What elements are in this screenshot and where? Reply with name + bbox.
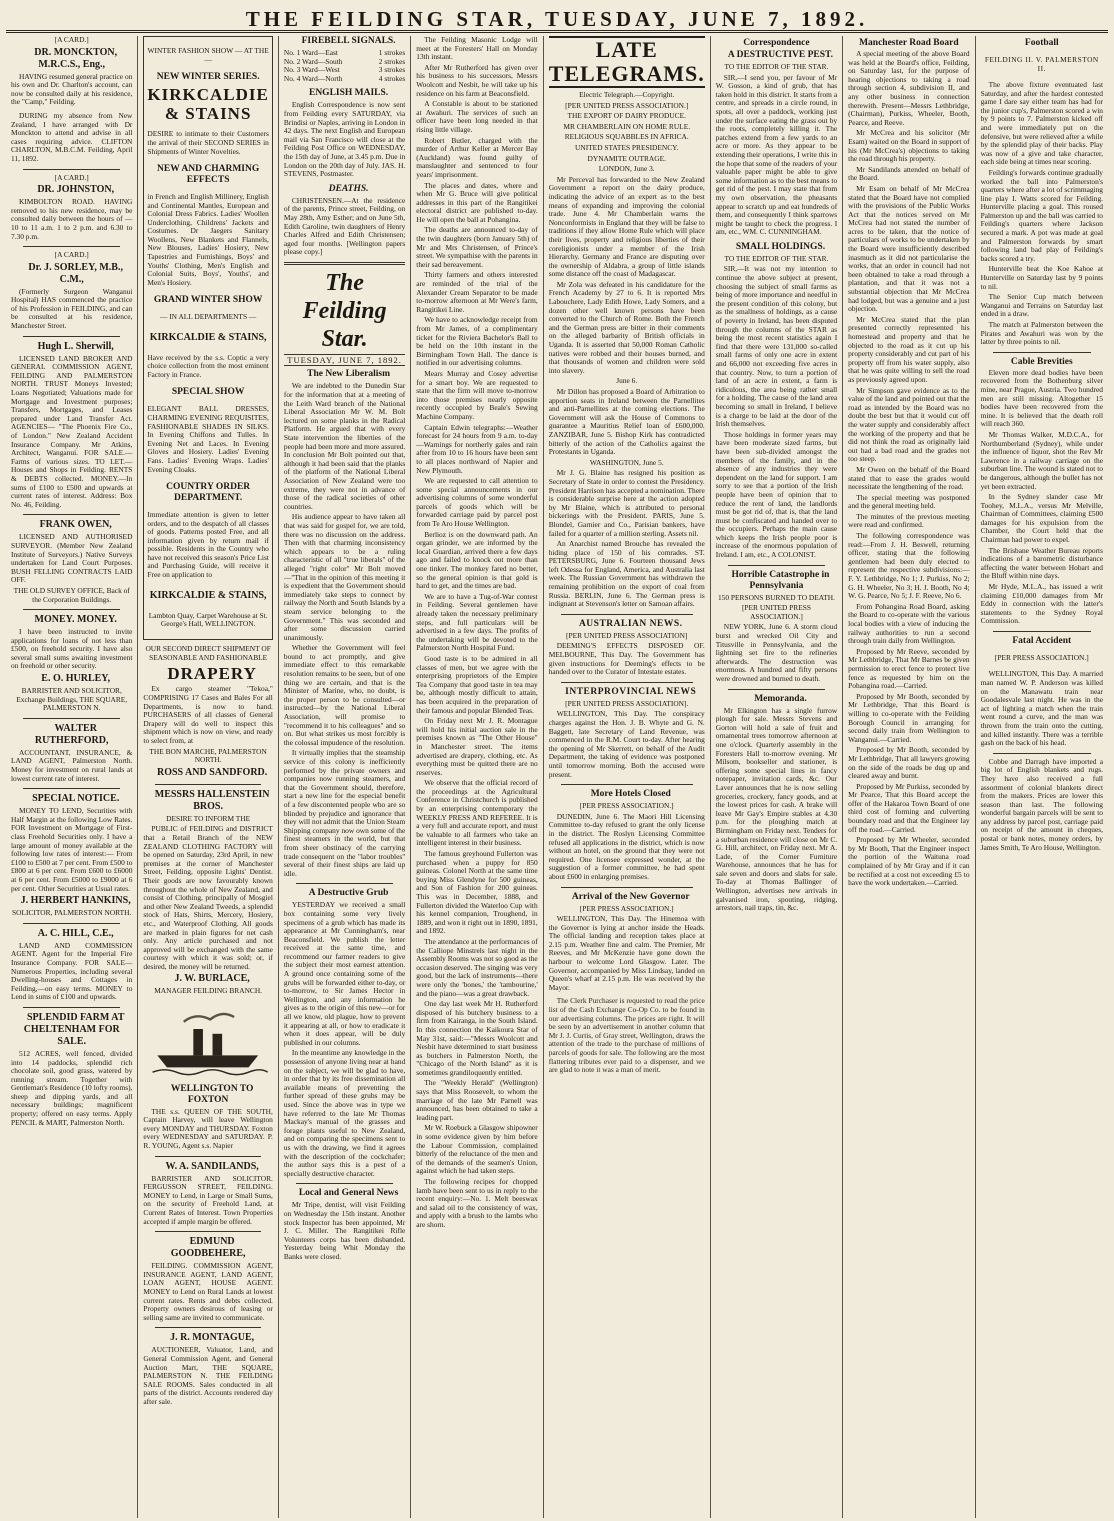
fatal-head: Fatal Accident <box>1012 636 1072 646</box>
telegram-sub: UNITED STATES PRESIDENCY. <box>575 142 679 152</box>
board-report <box>848 50 969 888</box>
news-item: We observe that the official record of the proceedings at the Agricultural Conference in Christchurch is published by an enterprising contemporary the WEEKLY PRESS AND REFEREE. It is a very full and accurate report, and must be valuable to all farmers who take an intelligent interest in their business. <box>416 778 538 848</box>
section-head: FIREBELL SIGNALS. <box>301 36 396 46</box>
divider <box>23 169 120 170</box>
letter-body: SIR,—I send you, per favour of Mr W. Gosson, a kind of grub, that has taken hold in this district. It starts from a centre, and spreads in a circle round, in spots, all over a paddock, working just under the surface eating the grass out by the roots, completely killing it. The patches extend from a few yards to an acre or more. As they appear to be extending their operations, I write this in the hope that some of the readers of your valuable paper might be able to give some information as to the best means to get rid of the pest. I may state that from my own observation, the pheasants appear to scratch up and eat hundreds of them, and consequently I think sparrows might be taught to check the progress. I am, etc., WM. C. CUNNINGHAM. <box>715 72 838 237</box>
firebell-signals <box>284 36 405 83</box>
card-body: HAVING resumed general practice on his own and Dr. Charlton's account, can now be consulted daily at his residence, the "Camp," Feilding. <box>11 71 133 107</box>
article-head: Horrible Catastrophe in Pennsylvania <box>731 569 830 591</box>
football-para: The match at Palmerston between the Pirates and Awahuri was won by the latter by three points to nil. <box>980 320 1103 347</box>
ad-name: Hugh L. Sherwill, <box>37 340 114 352</box>
news-item: Mr W. Roebuck a Glasgow shipowner in some evidence given by him before the Labour Commission, complained bitterly of the reluctance of the men and of the demands of the seamen's Union, against which he had taken steps. <box>416 1123 538 1176</box>
ad-head: SPLENDID FARM AT CHELTENHAM FOR SALE. <box>23 1011 125 1047</box>
divider <box>23 1007 120 1008</box>
card-sorley <box>11 251 132 331</box>
ad-sub: DESIRE TO INFORM THE <box>166 813 251 823</box>
ad-brand: MESSRS HALLENSTEIN BROS. <box>154 788 270 812</box>
column-8 <box>976 36 1108 1518</box>
columns <box>6 36 1108 1518</box>
article-para: YESTERDAY we received a small box containing some very lively specimens of a grub which has made its appearance at Mr Cunningham's, near Beaconsfield. We publish the letter received at the same time, and recommend our farmer readers to give the subject their most earnest attention. A ground once containing some of the grubs will be forwarded either to-day, or to-morrow, to Sir James Hector in Wellington, and any information he gives as to the origin of this new—or for all we know, old plague, how to prevent it appearing at all, or how to eradicate it when it does appear, will be duly published in our columns. <box>283 900 406 1047</box>
ad-address: THE BON MARCHE, PALMERSTON NORTH. <box>149 746 267 765</box>
card-name: DR. JOHNSTON, <box>37 184 115 196</box>
ad-brand: KIRKCALDIE & STAINS, <box>149 331 267 343</box>
card-tag: [A CARD.] <box>54 35 89 44</box>
ad-body: LICENSED LAND BROKER AND GENERAL COMMISSION AGENT, FEILDING AND PALMERSTON NORTH. TRUST Moneys Invested; Loans Negotiated; Valuations made for Mortgage and Investment purposes; Transfers, Mortgages, and Leases prepared under Land Transfer Act. AGENCIES— "The Phoenix Fire Co., of London." New Zealand Accident Insurance Company. Mr Atkins, Architect, Wanganui. FOR SALE.—Farms of various sizes. TO LET.—Houses and Shops in Feilding. RENTS & DEBTS collected. MONEY.—In sums of £100 to £500 and upwards at current rates of interest. Address: Box No. 46, Feilding. <box>11 353 133 509</box>
news-item: Mears Murray and Cosey advertise for a smart boy. We are requested to state that the firm will move to-morrow into those premises nearly opposite recently occupied by Beale's Sewing Machine Company. <box>416 368 538 421</box>
cable-para: Mr Hyde, M.L.A., has issued a writ claiming £10,000 damages from Mr Eddy in connection with the latter's statements to the Sydney Royal Commission. <box>980 582 1103 626</box>
ad-sub: NEW WINTER SERIES. <box>156 71 260 82</box>
ad-brand: KIRKCALDIE & STAINS <box>147 84 269 123</box>
section-head: More Hotels Closed <box>590 789 671 800</box>
section-body: CHRISTENSEN.—At the residence of the parents, Prince street, Feilding, on May 28th, Amy Esther; and on June 5th, Edith Caroline, twin daughters of Henry Charles Alfred and Edith Christensen; aged four months. [Wellington papers please copy.] <box>283 195 406 257</box>
signals-table <box>284 49 405 83</box>
board-para: Proposed by Mr Wheeler, seconded by Mr Booth, That the Engineer inspect the portion of the Waituna road complained of by Mr Gray and if it can be rectified at a cost not exceeding £5 to have the work undertaken.—Carried. <box>848 835 970 888</box>
divider <box>993 352 1091 353</box>
telegram-sub: LONDON, June 3. <box>598 164 655 174</box>
editorial-para: His audience appear to have taken all that was said for gospel for, we are told, there was no discussion on the address. Then with that charming inconsistency which appears to be a ruling characteristic of all "true liberals" of the alleged "right color" Mr Bolt moved—"That in the opinion of this meeting it is expedient that the Government should immediately take steps to connect by railway the North and South Islands by a steam service belonging to the Government." This was seconded and after some discussion carried unanimously. <box>283 512 406 642</box>
news-item: The deaths are announced to-day of the twin daughters (born January 5th) of Mr and Mrs Christensen, of Prince's street. We sympathise with the parents in their sad bereavement. <box>416 225 538 269</box>
card-johnston <box>11 174 132 242</box>
divider <box>296 1183 393 1184</box>
news-item: The Feilding Masonic Lodge will meet at the Foresters' Hall on Monday 13th instant. <box>416 35 538 62</box>
ad-address: THE OLD SURVEY OFFICE, Back of the Corporation Buildings. <box>13 585 130 604</box>
telegram-body: Mr J. G. Blaine has resigned his position as Secretary of State in order to contest the Presidency. President Harrison has accepted a nomination. There is considerable surprise here at the action adopted by Mr Blaine, which is attributed to personal bickerings with the President. PARIS, June 5. Blondel, Garnier and Co., Parisian bankers, have failed for a quarter of a million sterling. Assets nil. <box>548 468 705 538</box>
editorial-para: Whether the Government will feel bound to act promptly, and give immediate effect to this remarkable resolution remains to be seen, but of one thing we are certain, and that is the Minister of Marine, who, no doubt, is the proper person to be consulted—or instructed—by the National Liberal Association, will promise to "recommend it to his colleagues" and so on. But what strikes us most forcibly is the colossal impudence of the resolution. <box>283 643 406 747</box>
card-monckton <box>11 36 132 107</box>
football-para: Hunterville beat the Koe Kahoe at Hunterville on Saturday last by 9 points to nil. <box>980 264 1103 291</box>
ad-body: BARRISTER AND SOLICITOR. FERGUSSON STREET, FEILDING. MONEY to Lend, in Large or Small Sums, on the security of Freehold Land, at Current Rates of Interest. Town Properties accepted if ample margin be offered. <box>143 1173 273 1226</box>
article-para: In the meantime any knowledge in the possession of anyone living near at hand on the subject, we will be glad to have, in order that by its free dissemination all available means of preventing the further spread of these grubs may be used. Since the above was in type we have referred to the late Mr Thomas Mackay's manual of the grasses and forage plants useful to New Zealand, and on comparing the specimens sent to us with the drawing, we find it agrees with the description of the cockchafer; the author says this is a pest of a specially destructive character. <box>283 1048 406 1178</box>
news-item: The "Weekly Herald" (Wellington) says that Miss Roosevelt, to whom the marriage of the late Mr Parnell was announced, has been obtained to take a leading part. <box>416 1078 538 1122</box>
divider <box>561 784 693 785</box>
news-item: Captain Edwin telegraphs:—Weather forecast for 24 hours from 9 a.m. to-day—Warnings for northerly gales and rain after from 10 to 16 hours have been sent to all places northward of Napier and New Plymouth. <box>416 422 538 475</box>
divider <box>993 753 1091 754</box>
football-para: The above fixture eventuated last Saturday, and after the hardest contested game I dare say either team has had for the junior cup's, Palmerston scored a win by 9 points to 7. Palmerston kicked off and were immediately put on the defensive, but were relieved after a while by the splendid play of their backs. Play was now of a give and take character, each side being at times near scoring. <box>980 79 1103 167</box>
news-item: Berlioz is on the downward path. An organ grinder, we are informed by the local Guardian, arrived there a few days ago and failed to knock out more than one tinker. The monkey fared no better, so the general opinion is that gold is hard to get, and the times are bad. <box>416 529 538 591</box>
ad-rutherford <box>11 723 132 783</box>
section-sub: [PER PRESS ASSOCIATION.] <box>579 903 674 913</box>
divider <box>155 1156 260 1157</box>
new-governor <box>549 892 705 993</box>
interprovincial-news <box>549 687 705 779</box>
column-4 <box>411 36 543 1518</box>
ad-name: FRANK OWEN, <box>39 519 112 531</box>
news-paragraphs <box>416 36 537 1230</box>
strokes-cell: 1 strokes <box>378 48 406 57</box>
column-7 <box>843 36 975 1518</box>
board-para: Mr McCrea and his solicitor (Mr Esam) waited on the Board in support of his (Mr McCrea's) objections to taking the road through his property. <box>848 128 970 164</box>
cable-para: In the Sydney slander case Mr Toohey, M.L.A., versus Mr Melville, Chairman of Committees, claiming £500 damages for his expulsion from the Chamber, the Court held that the Chairman had power to expel. <box>980 492 1103 545</box>
news-item: The places and dates, where and when Mr G. Bruce will give political addresses in this part of the Rangitikei electoral district are published to-day. He will open the ball at Pohangina. <box>416 180 538 224</box>
ward-cell: No. 1 Ward—East <box>283 48 338 57</box>
ad-body: LICENSED AND AUTHORISED SURVEYOR. (Member New Zealand Institute of Surveyors.) Native Surveys undertaken for Land Court Purposes. BUSH FELLING CONTRACTS LAID OFF. <box>11 532 133 585</box>
ad-montague <box>143 1332 272 1406</box>
ad-body: BARRISTER AND SOLICITOR, Exchange Buildings, THE SQUARE, PALMERSTON N. <box>16 686 128 713</box>
ad-name: EDMUND GOODBEHERE, <box>170 1236 246 1260</box>
fatal-para: WELLINGTON, This Day. A married man named W. P. Anderson was killed on the Manawatu train near Goodalesvale last night. He was in the act of lighting a match when the train went round a curve, and the man was thrown from the train onto the cutting, and killed instantly. There was a terrible gash on the back of his head. <box>980 669 1103 748</box>
divider <box>728 565 825 566</box>
ad-body: Immediate attention is given to letter orders, and to the despatch of all classes of goods. Patterns posted Free, and all information given by return mail if possible. Residents in the Country who have not received this season's Price List and Purchasing Guide, will receive it Free on application to <box>147 509 269 580</box>
divider <box>561 682 693 683</box>
ad-owen <box>11 519 132 604</box>
ad-name: A. C. HILL, C.E., <box>37 927 114 939</box>
column-2 <box>138 36 278 1518</box>
ward-cell: No. 2 Ward—South <box>283 56 343 66</box>
telegram-sub: WASHINGTON, June 5. <box>589 457 664 467</box>
letter-sub: TO THE EDITOR OF THE STAR. <box>724 253 829 263</box>
board-para: The following correspondence was read:—From J. H. Beswell, returning officer, stating that the following gentlemen had been duly elected to represent the respective subdivisions:—F. Y. Lethbridge, No 1; J. Purkiss, No 2; G. H. Wheeler, No 3; H. J. Booth, No 4; W. G. Pearce, No 5; J. F. Reeve, No 6. <box>848 531 970 601</box>
telegram-body: An Anarchist named Brouche has revealed the hiding place of 150 of his comrades. ST. PETERSBURG, June 6. Fourteen thousand Jews left Odessa for England, America, and Australia last week. The Russian Government has withdrawn the remaining prohibition on the export of coal from Russia. BERLIN, June 6. The German press is indignant at Stevenson's letter on Samoan affairs. <box>548 539 705 609</box>
ad-body: DESIRE to intimate to their Customers the arrival of their SECOND SERIES in Shipments of Winter Novelties. <box>147 129 269 156</box>
ad-body: ACCOUNTANT, INSURANCE, & LAND AGENT, Palmerston North. Money for investment on rural lands at lowest current rate of interest. <box>11 747 133 783</box>
table-row <box>284 75 405 84</box>
trade-para: Cobbe and Darragh have imported a big lot of English blankets and rugs. They have also received a full assortment of colonial blankets direct from the makers. Prices are lower this season than last. The following wonderful bargain parcels will be sent to any address by parcel post, carriage paid on receipt of the amount in cheques, postal or bank notes, money orders, by James Smith, Te Aro House, Wellington. <box>980 756 1103 852</box>
article-grub <box>284 888 405 1178</box>
news-item: We have to acknowledge receipt from from Mr James, of a complimentary ticket for the Riviera Bachelor's Ball to be held on the 10th instant in the Birmingham Town Hall. The dance is notified in our advertising columns. <box>416 315 538 368</box>
section-body: DUNEDIN, June 6. The Maori Hill Licensing Committee to-day refused to grant the only license in the district. The Roslyn Licensing Committee refused all applications in the district, which is now without an hotel, on the ground that they were not required. One licensee expressed wonder, at the suggestion of a former committee, he had spent about £600 in enlarging premises. <box>548 811 705 881</box>
masthead-title: THE FEILDING STAR, TUESDAY, JUNE 7, 1892. <box>245 7 869 31</box>
correspondence-head: Correspondence <box>743 38 810 48</box>
divider <box>561 614 693 615</box>
cable-head: Cable Brevities <box>1010 356 1073 367</box>
ad-pre: OUR SECOND DIRECT SHIPMENT OF SEASONABLE AND FASHIONABLE <box>145 644 271 662</box>
board-para: Mr Sandilands attended on behalf of the Board. <box>848 164 970 183</box>
card-tag: [A CARD.] <box>54 250 89 260</box>
letter-sub: TO THE EDITOR OF THE STAR. <box>724 62 829 71</box>
news-item: The famous greyhound Fullerton was purchased when a puppy for 850 guineas. Colonel North at the same time buying Miss Glendyne for 500 guineas, and Son of Fashion for 200 guineas. This was in December, 1888, and Fullerton divided the Waterloo Cup with his kennel companion, Troughend, in 1889, and won it right out in 1890, 1891, and 1892. <box>416 849 538 936</box>
news-item: The attendance at the performances of the Calliope Minstrels last night in the Assembly Rooms was not so good as the occasion deserved. The singing was very good, but the lack of instruments—there were only the 'bones,' the 'tambourine,' and the piano—was a great drawback. <box>416 936 538 998</box>
ad-body: in French and English Millinery, English and Continental Mantles, European and Colonial Dress Fabrics. Ladies' Woollen Underclothing, Childrens' Jackets and Costumes. Dr Jaegers Sanitary Woollens, New Blankets and Flannels, New Blouses, Ladies' Hosiery, New Tapestries and Furnishings, Boys' and Youths' Clothing, Men's English and Colonial Suits, Boys', Youths', and Men's Hosiery. <box>147 191 269 287</box>
local-news <box>284 1188 405 1261</box>
board-head: Manchester Road Board <box>859 38 959 48</box>
divider <box>23 923 120 924</box>
ad-head: MONEY. MONEY. <box>34 614 117 626</box>
divider <box>296 883 393 884</box>
ad-body: SOLICITOR, PALMERSTON NORTH. <box>12 908 132 918</box>
letter-pest <box>716 50 837 237</box>
news-item: Good taste is to be admired in all classes of men, but we agree with the enterprising proprietors of the Empire Tea Company that good taste in tea may be, although mostly difficult to attain, has been acquired in the preparation of their famous and popular Blended Teas. <box>416 653 538 715</box>
ad-special-notice <box>11 793 132 918</box>
section-sub: [PER UNITED PRESS ASSOCIATION] <box>566 630 688 640</box>
ad-sandilands <box>143 1161 272 1227</box>
ad-body: ELEGANT BALL DRESSES, CHARMING EVENING REQUISITES, FASHIONABLE SHADES IN SILKS. In Evening Chiffons and Tulles. In Evening Net and Laces. In Evening Gloves and Hosiery. Ladies' Evening Fans. Ladies' Evening Wraps. Ladies' Evening Cloaks. <box>147 404 269 474</box>
paper-dateline: TUESDAY, JUNE 7, 1892. <box>284 354 405 367</box>
ad-body: 512 ACRES, well fenced, divided into 14 paddocks, splendid rich chocolate soil, good grass, watered by running stream. Together with Gentleman's Residence (10 lofty rooms), sheep and dipping yards, and all necessary buildings; magnificent property; offered on easy terms. Apply PENCIL & MART, Palmerston North. <box>11 1048 133 1127</box>
column-1 <box>6 36 138 1518</box>
section-head: INTERPROVINCIAL NEWS <box>565 686 697 697</box>
telegram-sub: MR CHAMBERLAIN ON HOME RULE. <box>563 121 691 131</box>
divider <box>993 631 1091 632</box>
ad-head: GRAND WINTER SHOW <box>153 294 263 305</box>
ad-head: SPECIAL NOTICE. <box>32 793 120 805</box>
section-body: The Clerk Purchaser is requested to read the price list of the Cash Exchange Co-Op Co. to be found in our advertising columns. The prices are right. It will be seen by an advertisement in another column that Mr J. J. Curtis, of Gray street, Wellington, draws the attention of the trade to the purchase of millions of parcels of goods for sale. The following are the most flattering tributes ever paid to a dispenser, and we are glad to note it was a man of merit. <box>548 996 705 1075</box>
cable-para: The Brisbane Weather Bureau reports indications of a barometric disturbance affecting the water between Hobart and the Bluff within nine days. <box>980 545 1103 581</box>
ad-body: THE s.s. QUEEN OF THE SOUTH, Captain Harvey, will leave Wellington every MONDAY and THURSDAY. Foxton every WEDNESDAY and SATURDAY. P. R. YOUNG, Agent s.s. Napier <box>143 1106 273 1151</box>
section-head: AUSTRALIAN NEWS. <box>578 618 683 629</box>
article-head: Local and General News <box>298 1188 399 1199</box>
card-body: (Formerly Surgeon Wanganui Hospital) HAS commenced the practice of his Profession in FEILDING, and can be consulted at his residence, Manchester Street. <box>11 286 133 331</box>
section-body: English Correspondence is now sent from Feilding every SATURDAY, via Brindisi or Naples, arriving in London in 42 days. The next English and European mail via San Francisco will close at the Feilding Post Office on WEDNESDAY, the 15th day of June, at 3.45 p.m. Due in London on the 20th day of July. JAS. H. STEVENS, Postmaster. <box>283 100 406 179</box>
divider <box>23 788 120 789</box>
card-name: DR. MONCKTON, M.R.C.S., Eng., <box>34 46 118 70</box>
ad-body: Ex cargo steamer "Tekoa," COMPRISING 17 Cases and Bales For all Departments, is now to hand. PURCHASERS of all classes of General Drapery will do well to inspect this shipment which is now on view, and ready to select from, at <box>143 684 273 745</box>
editorial-para: It virtually implies that the steamship service of this colony is inefficiently performed by the private owners and companies now running steamers, and that the Government should, therefore, start a new line for the especial benefit of a few discontented people who are so blinded by prejudice and ignorance that they will not admit that the Union Steam Shipping company now own some of the finest steamers in the world, but that from sheer obstinacy of the carrying trade consequent on the "labor troubles" several of their finest ships are laid up idle. <box>283 748 406 878</box>
cable-para: Eleven more dead bodies have been recovered from the Bothenburg silver mine, near Prague, Austria. Two hundred men are still missing. Altogether 15 bodies have been recovered from the mine. It is believed that the death roll will reach 360. <box>980 367 1103 429</box>
section-sub: [PER UNITED PRESS ASSOCIATION]. <box>565 698 689 708</box>
section-head: ENGLISH MAILS. <box>308 88 389 99</box>
card-body: DURING my absence from New Zealand, I have arranged with Dr Monckton to attend and advise in all cases requiring advice. CLIFTON CHARLTON, M.B.C.M. Feilding, April 11, 1892. <box>11 110 133 163</box>
ad-body: AUCTIONEER, Valuator, Land, and General Commission Agent, and General Auction Mart, THE SQUARE, PALMERSTON N. THE FEILDING SALE ROOMS. Sales conducted in all parts of the district. Accounts rendered day after sale. <box>143 1345 273 1406</box>
ad-head: DRAPERY <box>167 664 257 684</box>
ad-goodbehere <box>143 1236 272 1322</box>
divider <box>23 246 120 247</box>
ad-head: COUNTRY ORDER DEPARTMENT. <box>166 481 251 503</box>
telegram-sub: June 6. <box>616 376 638 386</box>
section-head: DEATHS. <box>328 183 369 194</box>
board-para: Proposed by Mr Booth, seconded by Mr Lethbridge, That all lawyers growing on the side of the roads be dug up and cleared away and burnt. <box>848 745 970 781</box>
article-head: Memoranda. <box>754 693 807 704</box>
news-item: On Friday next Mr J. R. Montague will hold his initial auction sale in the premises known as "The Other House" in Manchester street. The items advertised are drapery, clothing, etc. As everything must be quitted there are no reserves. <box>416 716 538 777</box>
ad-name: J. W. BURLACE, <box>174 973 250 985</box>
ad-name: J. HERBERT HANKINS, <box>20 895 131 907</box>
section-body: WELLINGTON, This Day. The Hinemoa with the Governor is lying at anchor inside the Heads. The official landing and reception takes place at 2.15 p.m. Weather fine and calm. The Premier, Mr Reeves, and Mr McKenzie have gone down the harbour to welcome Lord Glasgow. Later. The Governor, accompanied by Miss Lindsay, landed on Queen's wharf at 2.15 p.m. He was received by the Mayor. <box>548 914 705 992</box>
ward-cell: No. 3 Ward—West <box>283 65 340 75</box>
steamer-ornament-icon <box>143 1005 272 1077</box>
telegram-body: Mr Zola was defeated in his candidature for the French Academy by 27 to 6. It is reported Mrs Labouchere, Lady Edith Howe, Lady Somers, and a dozen other well known persons have been converted to the Church of Rome. Both the French and the German press are bitter in their comments on the alleged barbarity of British officials in Uganda. It is asserted that 50,000 Roman Catholic natives were robbed and their houses burned, and that thousands of women and children were sold into slavery. <box>548 279 705 375</box>
letter-body: Those holdings in former years may have been moderate sized farms, but have been sub-divided amongst the members of the family, and in the absence of any industries they were dependent on the land for support. I am sorry to see that a portion of the Irish people have been of opinion that to reduce the rent of land, the landlords must be got rid of, that is, that the land must be confiscated and handed over to the occupiers. Perhaps the main cause which keeps the Irish people poor is increase of the enormous population of Ireland. I am, etc., A COLONIST. <box>715 429 838 560</box>
masthead <box>6 4 1108 33</box>
card-name: Dr. J. SORLEY, M.B., C.M., <box>28 261 123 285</box>
ad-money <box>11 614 132 713</box>
article-tag: [PER UNITED PRESS ASSOCIATION.] <box>741 603 811 621</box>
board-para: Mr Owen on the behalf of the Board stated that to ease the grades would necessitate the lengthening of the road. <box>848 464 970 492</box>
football-report <box>981 81 1103 347</box>
news-item: Robert Butler, charged with the murder of Arthur Keller at Mercer Bay (Auckland) was found guilty of manslaughter and sentenced to four years' imprisonment. <box>416 135 538 179</box>
news-item: We are requested to call attention to some special announcements in our advertising columns of some wonderful parcels of goods which will be forwarded carriage paid by parcel post from Te Aro House Wellington. <box>416 476 538 529</box>
article-para: Mr Tripe, dentist, will visit Feilding on Wednesday the 15th instant. Another stock Inspector has been appointed, Mr J. C. Miller. The Rangitikei Rifle Volunteers corps has been disbanded. Yesterday being Whit Monday the Banks were closed. <box>283 1200 406 1261</box>
ad-head: WELLINGTON TO FOXTON <box>170 1083 254 1105</box>
telegram-group <box>549 91 705 609</box>
divider <box>23 609 120 610</box>
article-body: Mr Elkington has a single furrow plough for sale. Messrs Stevens and Gorton will hold a sale of fruit and ornamental trees tomorrow afternoon at one o'clock. Quarterly assembly in the Foresters Hall to-morrow evening. Mr Milsom, bookseller and stationer, is offering some special lines in fancy notepaper, invitation cards, &c. Our Laver announces that he is now selling groceries, crockery, fancy goods, and at the lowest prices for cash. A brake will leave Mr Gay's Empire stables at 4.30 p.m. for the ploughing match at Birmingham on Friday next. Tenders for a suburban residence will close on Mr C. G. Hill, architect, on Friday next. Mr A. Lade, of the Corner Furniture Warehouse, announces that he has for sale seven and doors and slabs for sale. To-day at Thomas Ballinger of Wellington, advertises new arrivals in galvanised iron, spouting, ridging, arrestors, nail traps, tin, &c. <box>715 705 838 913</box>
section-body: DEEMING'S EFFECTS DISPOSED OF. MELBOURNE, This Day. The Government has given instructions for Deeming's effects to be handed over to the Curator of Intestate estates. <box>548 641 705 677</box>
divider <box>23 336 120 337</box>
ad-head: WINTER FASHION SHOW — AT THE — <box>147 46 269 64</box>
ad-drapery <box>143 645 272 779</box>
ad-sub: MANAGER FEILDING BRANCH. <box>154 986 263 996</box>
board-para: Mr Esam on behalf of Mr McCrea stated that the Board have not complied with the provisions of the Public Works Act that the notices served on Mr McCrea had not stated the number of acres to be taken, that the notice of particulars of works to be undertaken by the Board were insufficiently described inasmuch as it did not particularise the works, that an order in council had not been obtained to take a road through a plantation, and that it was not a substantial objection that Mr McCrea had lodged, but was a genuine and a just objection. <box>848 183 970 314</box>
news-item: After Mr Rutherford has given over his business to his successors, Messrs Woolcott and Nesbit, he will take up his residence on his farm at Beaconsfield. <box>416 62 538 98</box>
divider <box>284 262 405 265</box>
football-para: Feilding's forwards continue gradually worked the ball into Palmerston's quarters where after a lot of scrimmaging line play I. Watts scored for Feilding. Hunterville placing a goal. This roused Palmerston up and the ball was carried to Feilding's quarters where Jackson secured a mark. A pot was made at goal and Palmerston forwards by smart following land bad play of Feilding's backs scored a try. <box>980 167 1103 263</box>
board-para: Mr McCrea stated that the plan presented correctly represented his homestead and property and that he objected to the road as it cut up his property considerably and cut part of his property off from his water supply, also that he was quite willing to sell the road as previously agreed upon. <box>848 314 970 384</box>
column-6 <box>711 36 843 1518</box>
divider <box>155 1327 260 1328</box>
divider <box>155 784 260 785</box>
ad-body: MONEY TO LEND, Securities with Half Margin at the following Low Rates. FOR Investment on Mortgage of First-class Freehold Securities only. I have a large amount of money available at the following low rates of interest:— From £100 to £500 at 7 per cent. From £500 to £800 at 6 per cent. From £600 to £6000 at 6 per cent. From £5000 to £9000 at 6 per cent. Other Securities at Usual rates. <box>11 806 133 893</box>
ad-body: FEILDING. COMMISSION AGENT, INSURANCE AGENT, LAND AGENT, LOAN AGENT, HOUSE AGENT. MONEY to Lend on Rural Lands at lowest current rates. Rents and debts collected. Property owners desirous of leasing or selling same are invited to communicate. <box>143 1261 273 1322</box>
fatal-sub: [PER PRESS ASSOCIATION.] <box>994 653 1089 663</box>
ad-name: J. R. MONTAGUE, <box>170 1332 255 1344</box>
football-para: The Senior Cup match between Wanganui and Terrains on Saturday last ended in a draw. <box>980 292 1103 319</box>
ad-farm <box>11 1012 132 1127</box>
board-para: Proposed by Mr Booth, seconded by Mr Lethbridge, That this Board is willing to co-operate with the Feilding Borough Council in arranging for second daily train from Wellington to Wanganui.—Carried. <box>848 691 970 744</box>
ad-body: LAND AND COMMISSION AGENT. Agent for the Imperial Fire Insurance Company. FOR SALE—Numerous Properties, including several Dwelling-houses and Cottages in Feilding,—on easy terms. MONEY to Lend in sums of £100 and upwards. <box>11 940 133 1002</box>
ad-hill <box>11 928 132 1002</box>
ad-body: Have received by the s.s. Coptic a very choice collection from the most eminent Factory in France. <box>147 352 269 380</box>
news-item: A Constable is about to be stationed at Awahuri. The services of such an officer have been long needed in that rising little village. <box>416 99 538 134</box>
ad-name: W. A. SANDILANDS, <box>165 1160 259 1172</box>
news-item: One day last week Mr H. Rutherford disposed of his butchery business to a firm from Kairanga, in the South Island. In this connection the Kaikoura Star of May 31st, said:—"Messrs Woolcott and Nesbit have determined to start business as butchers in Palmerston North, the "Chicago of the North Island" as it is sometimes grandiloquently entitled. <box>416 999 538 1077</box>
ad-address: Lambton Quay, Carpet Warehouse at St. George's Hall, WELLINGTON. <box>148 610 268 629</box>
board-para: A special meeting of the above Board was held at the Board's office, Feilding, on Saturday last, for the purpose of hearing objections to taking a road through section 4, subdivision II, and any other business in connection therewith. Present—Messrs Lethbridge, (Chairman), Purkiss, Wheeler, Booth, Pearce, and Reeve. <box>848 49 970 127</box>
telegram-head: DYNAMITE OUTRAGE. <box>587 153 666 163</box>
ad-hallenstein <box>143 789 272 996</box>
column-3 <box>279 36 411 1518</box>
ad-name: WALTER RUTHERFORD, <box>34 722 109 746</box>
strokes-cell: 4 strokes <box>378 73 406 83</box>
deaths <box>284 184 405 257</box>
cable-para: Mr Thomas Walker, M.D.C.A., for Northumberland (Sydney), while under the influence of liquor, shot the Rev Mr Lawrence in a railway carriage on the suburban line. The wound is stated not to be dangerous, although the bullet has not yet been extracted. <box>980 429 1103 491</box>
football-match: FEILDING II. V. PALMERSTON II. <box>984 55 1099 73</box>
australian-news <box>549 619 705 677</box>
divider <box>23 718 120 719</box>
divider <box>728 689 825 690</box>
trade-notices <box>981 758 1103 853</box>
section-head: Arrival of the New Governor <box>571 891 690 902</box>
card-tag: [A CARD.] <box>54 172 89 182</box>
divider <box>23 514 120 515</box>
catastrophe <box>716 570 837 684</box>
column-5 <box>544 36 711 1518</box>
section-sub: [PER PRESS ASSOCIATION.] <box>579 801 674 811</box>
paper-nameplate: The Feilding Star. <box>302 269 387 352</box>
news-filler <box>549 997 705 1074</box>
late-telegrams-head: LATE TELEGRAMS. <box>548 37 705 86</box>
ad-body: I have been instructed to invite applications for loans of not less than £500, on freehold security. I have also several small sums awaiting investment on freehold or other security. <box>11 627 133 671</box>
board-para: Proposed by Mr Purkiss, seconded by Mr Pearce, That this Board accept the offer of the Hakaroa Town Board of one third cost of forming and culverting boundary road and that the Engineer lay off the road.—Carried. <box>848 781 970 834</box>
article-head: A Destructive Grub <box>308 888 389 899</box>
board-para: Mr Simpson gave evidence as to the value of the land and pointed out that the road as intended by the Board was no doubt the best but that it would cut off the water supply and considerably affect the working of the property and that he did not think the road as originally laid out had a bad road and the grades not too steep. <box>848 385 970 464</box>
telegram-body: Mr Perceval has forwarded to the New Zealand Government a report on the dairy produce, indicating the advice of an expert as to the best means of expanding and improving the colonial trade. June 4. Mr Chamberlain warns the Nonconformists in England that they will be false to traditions if they allow Home Rule which will place their lives, property and religious liberties of their coreligionists under a member of the Irish Hierarchy. Germany and France are disputing over the ownership of Aldabra, a group of little islands some distance off the coast of Madagascar. <box>548 174 705 279</box>
editorial-head: The New Liberalism <box>307 369 390 380</box>
hotels-closed <box>549 789 705 881</box>
news-item: The following recipes for chopped lamb have been sent to us in reply to the recent enquiry:—No. 1. Melt beeswax and salad oil to the consistency of wax, and apply with a brush to the lambs who are shorn. <box>416 1177 538 1229</box>
board-para: From Pohangina Road Board, asking the Board to co-operate with the various local bodies with a view of inducing the railway authorities to run a second through train daily from Wellington. <box>848 601 970 646</box>
board-para: Proposed by Mr Reeve, seconded by Mr Lethbridge, That Mr Barnes be given permission to erect fence to protect live fence as requested by him on the Pohangina road.—Carried. <box>848 646 970 691</box>
article-body: NEW YORK, June 6. A storm cloud burst and wrecked Oil City and Titusville in Pennsylvania, and the lightning set fire to the refineries afterwards. The destruction was enormous. A hundred and fifty persons were drowned and burned to death. <box>715 622 838 683</box>
board-para: The special meeting was postponed and the general meeting held. <box>848 492 970 511</box>
letter-head: SMALL HOLDINGS. <box>735 241 826 252</box>
telegram-sub: [PER UNITED PRESS ASSOCIATION.] <box>565 100 689 110</box>
telegram-head: THE EXPORT OF DAIRY PRODUCE. <box>567 111 686 121</box>
news-item: Thirty farmers and others interested are reminded of the trial of the Alexander Cream Separator to be made to-morrow afternoon at Mr Were's farm, Rangitikei Line. <box>416 270 538 314</box>
ad-kirkcaldie-winter <box>143 36 272 640</box>
ward-cell: No. 4 Ward—North <box>283 73 343 83</box>
telegram-head: Electric Telegraph.—Copyright. <box>579 90 675 99</box>
editorial <box>284 369 405 878</box>
ad-sherwill <box>11 341 132 510</box>
ad-head: NEW AND CHARMING EFFECTS <box>157 163 260 185</box>
ad-sub: — IN ALL DEPARTMENTS — <box>159 312 257 322</box>
divider <box>155 1231 260 1232</box>
ad-body: PUBLIC of FEILDING and DISTRICT that a Retail Branch of the NEW ZEALAND CLOTHING FACTORY will be opened on Saturday, 23rd April, in new premises at the corner of Manchester Street, Feilding, opposite Lights' Dentist. Their goods are now favourably known throughout the whole of New Zealand, and consist of Clothing, principally of Mosgiel and other New Zealand Tweeds, a splendid stock of Hats, Shirts, Mercery, Hosiery, etc., and Waterproof Clothing. All goods are marked in plain figures for net cash only. Any article purchased and not approved will be exchanged with the same courtesy with which it was sold; or, if desired, the money will be returned. <box>143 824 273 971</box>
divider <box>561 887 693 888</box>
card-body: KIMBOLTON ROAD. HAVING removed to his new residence, may be consulted daily between the hours of — 10 to 11 a.m. 1 to 2 p.m. and 6.30 to 7.30 p.m. <box>11 197 133 241</box>
fatal-accident <box>981 670 1103 747</box>
news-item: We are to have a Tug-of-War contest in Feilding. Several gentlemen have already taken the necessary preliminary steps, and full particulars will be advertised in a few days. The profits of the undertaking will be devoted to the Palmerston North Hospital Fund. <box>416 591 538 653</box>
card-charlton <box>11 112 132 164</box>
ad-name: E. O. HURLEY, <box>41 673 111 685</box>
ad-head: SPECIAL SHOW <box>171 387 245 397</box>
strokes-cell: 2 strokes <box>378 56 406 66</box>
telegram-head: RELIGIOUS SQUABBLES IN AFRICA. <box>564 132 689 142</box>
letter-body: SIR,—It was not my intention to continue the above subject at present, choosing the subject of small farms as being of more importance and needful in the present condition of this colony, but as the smallness of holdings, as a cause of poverty in Ireland, has been disputed through the columns of the STAR as being the most recent statistics again I find that there were 131,000 so-called small farms of only one acre in extent and 66,000 not exceeding five acres in that country. Now, to turn a portion of land of an acre in extent, a farm is ridiculous, the area being rather small for a holding. The cause of the land area becoming so small in Ireland, I believe is a charge to be laid at the door of the Irish themselves. <box>715 264 838 429</box>
strokes-cell: 3 strokes <box>378 65 406 75</box>
telegram-body: Mr Dillon has proposed a Board of Arbitration to apportion seats in Ireland between the Parnellites and anti-Parnellites at the coming elections. The Government will ask the House of Commons to guarantee a Mauritius Relief loan of £600,000. ZANZIBAR, June 5. Bishop Kirk has contradicted bitterly of the action of the Catholics against the Protestants in Uganda. <box>548 387 705 457</box>
ad-brand: KIRKCALDIE & STAINS, <box>149 589 267 601</box>
memoranda <box>716 694 837 913</box>
ad-foxton <box>143 1084 272 1151</box>
section-body: WELLINGTON, This Day. The conspiracy charges against the Hon. J. B. Whyte and G. N. Baggett, late Secretary of Land Revenue, was commenced in the R.M. Court to-day. After hearing the opening of Mr Skerrett, on behalf of the Audit Department, the taking of evidence was postponed until tomorrow morning. Both the accused were present. <box>548 709 705 779</box>
editorial-para: We are indebted to the Dunedin Star for the information that at a meeting of the Leith Ward branch of the National Liberal Association Mr W. M. Bolt lectured on some planks in the Radical Platform. He argued that with every State intervention the liberties of the people had been more and more assured. In conclusion Mr Bolt pointed out that, although it had been said that the planks of the platform of the National Liberal Association of New Zealand were too extreme, they were not in advance of those of the radical societies of other countries. <box>283 381 406 511</box>
letter-head: A DESTRUCTIVE PEST. <box>727 50 834 60</box>
english-mails <box>284 88 405 178</box>
cable-brevities <box>981 369 1103 626</box>
letter-holdings <box>716 242 837 560</box>
article-sub: 150 PERSONS BURNED TO DEATH. <box>717 592 835 602</box>
ad-brand: ROSS AND SANDFORD. <box>156 766 268 778</box>
board-para: The minutes of the previous meeting were read and confirmed. <box>848 511 970 530</box>
football-head: Football <box>1024 38 1059 48</box>
